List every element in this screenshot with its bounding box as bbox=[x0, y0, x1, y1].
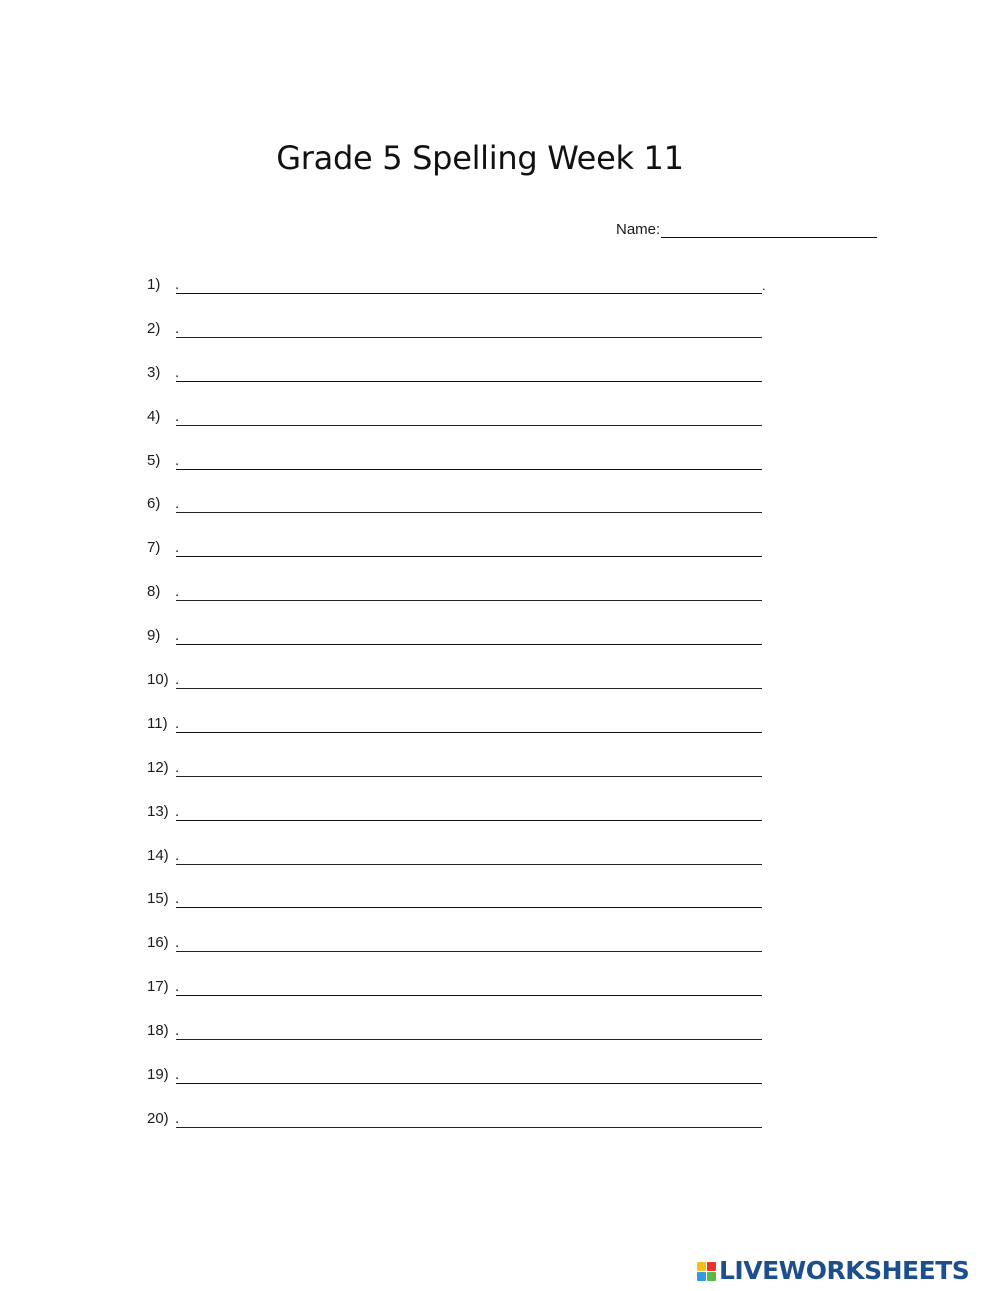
question-number: 16) bbox=[147, 934, 169, 952]
question-row bbox=[147, 799, 787, 843]
page-title: Grade 5 Spelling Week 11 bbox=[276, 139, 684, 178]
liveworksheets-logo[interactable] bbox=[697, 1256, 969, 1286]
answer-dot: . bbox=[175, 319, 180, 337]
question-row bbox=[147, 843, 787, 887]
question-row bbox=[147, 1018, 787, 1062]
answer-dot: . bbox=[175, 846, 180, 864]
question-number: 9) bbox=[147, 627, 161, 645]
answer-line[interactable] bbox=[176, 995, 762, 996]
question-number: 10) bbox=[147, 671, 169, 689]
answer-line[interactable] bbox=[176, 337, 762, 338]
answer-dot: . bbox=[175, 758, 180, 776]
question-number: 8) bbox=[147, 583, 161, 601]
logo-text: LIVEWORKSHEETS bbox=[719, 1256, 970, 1285]
question-row bbox=[147, 974, 787, 1018]
question-row bbox=[147, 1062, 787, 1106]
answer-line[interactable] bbox=[176, 951, 762, 952]
question-number: 17) bbox=[147, 978, 169, 996]
logo-block-green bbox=[707, 1272, 716, 1281]
answer-dot: . bbox=[175, 1109, 180, 1127]
answer-dot: . bbox=[175, 276, 180, 293]
question-number: 11) bbox=[147, 714, 168, 732]
question-number: 18) bbox=[147, 1022, 169, 1040]
liveworksheets-logo-icon bbox=[697, 1262, 716, 1281]
question-row bbox=[147, 491, 787, 535]
question-row bbox=[147, 930, 787, 974]
question-row bbox=[147, 1106, 787, 1150]
answer-line[interactable] bbox=[176, 556, 762, 557]
question-number: 7) bbox=[147, 539, 161, 557]
logo-block-yellow bbox=[697, 1262, 706, 1271]
answer-dot: . bbox=[175, 714, 180, 732]
answer-line[interactable] bbox=[176, 1127, 762, 1128]
question-row bbox=[147, 755, 787, 799]
answer-line[interactable] bbox=[176, 732, 762, 733]
question-row bbox=[147, 316, 787, 360]
question-row bbox=[147, 535, 787, 579]
answer-dot: . bbox=[175, 1022, 180, 1040]
question-number: 2) bbox=[147, 319, 161, 337]
answer-line[interactable] bbox=[176, 1039, 762, 1040]
answer-line[interactable] bbox=[176, 469, 762, 470]
question-number: 13) bbox=[147, 802, 169, 820]
answer-dot: . bbox=[175, 583, 180, 601]
answer-dot: . bbox=[175, 451, 180, 469]
name-field-block bbox=[616, 219, 877, 239]
answer-dot: . bbox=[175, 407, 180, 425]
question-number: 14) bbox=[147, 846, 169, 864]
answer-line[interactable] bbox=[176, 907, 762, 908]
answer-dot: . bbox=[175, 627, 180, 645]
answer-dot: . bbox=[175, 495, 180, 513]
question-number: 20) bbox=[147, 1109, 169, 1127]
logo-block-blue bbox=[697, 1272, 706, 1281]
name-label: Name: bbox=[616, 221, 661, 238]
question-row bbox=[147, 579, 787, 623]
answer-line[interactable] bbox=[176, 688, 762, 689]
answer-dot: . bbox=[175, 934, 180, 952]
question-number: 1) bbox=[147, 276, 161, 293]
answer-dot: . bbox=[175, 1066, 180, 1084]
answer-dot: . bbox=[175, 539, 180, 557]
question-row bbox=[147, 448, 787, 492]
question-number: 6) bbox=[147, 495, 161, 513]
question-row bbox=[147, 272, 787, 316]
answer-line[interactable] bbox=[176, 381, 762, 382]
answer-line[interactable] bbox=[176, 776, 762, 777]
answer-dot: . bbox=[175, 978, 180, 996]
answer-dot: . bbox=[175, 802, 180, 820]
question-row bbox=[147, 667, 787, 711]
answer-dot: . bbox=[175, 890, 180, 908]
question-row bbox=[147, 886, 787, 930]
answer-line[interactable] bbox=[176, 1083, 762, 1084]
question-row bbox=[147, 360, 787, 404]
answer-line[interactable] bbox=[176, 512, 762, 513]
answer-line[interactable] bbox=[176, 644, 762, 645]
spelling-question-list bbox=[147, 272, 787, 1150]
question-number: 3) bbox=[147, 363, 161, 381]
question-number: 4) bbox=[147, 407, 161, 425]
question-number: 19) bbox=[147, 1066, 169, 1084]
answer-end-dot: . bbox=[762, 278, 766, 293]
answer-line[interactable] bbox=[176, 864, 762, 865]
question-number: 15) bbox=[147, 890, 169, 908]
question-number: 5) bbox=[147, 451, 161, 469]
name-input-line[interactable] bbox=[661, 237, 877, 238]
answer-line[interactable] bbox=[176, 820, 762, 821]
answer-line[interactable] bbox=[176, 293, 762, 294]
question-row bbox=[147, 404, 787, 448]
question-row bbox=[147, 623, 787, 667]
answer-dot: . bbox=[175, 671, 180, 689]
answer-dot: . bbox=[175, 363, 180, 381]
answer-line[interactable] bbox=[176, 425, 762, 426]
answer-line[interactable] bbox=[176, 600, 762, 601]
question-row bbox=[147, 711, 787, 755]
question-number: 12) bbox=[147, 758, 169, 776]
logo-block-red bbox=[707, 1262, 716, 1271]
